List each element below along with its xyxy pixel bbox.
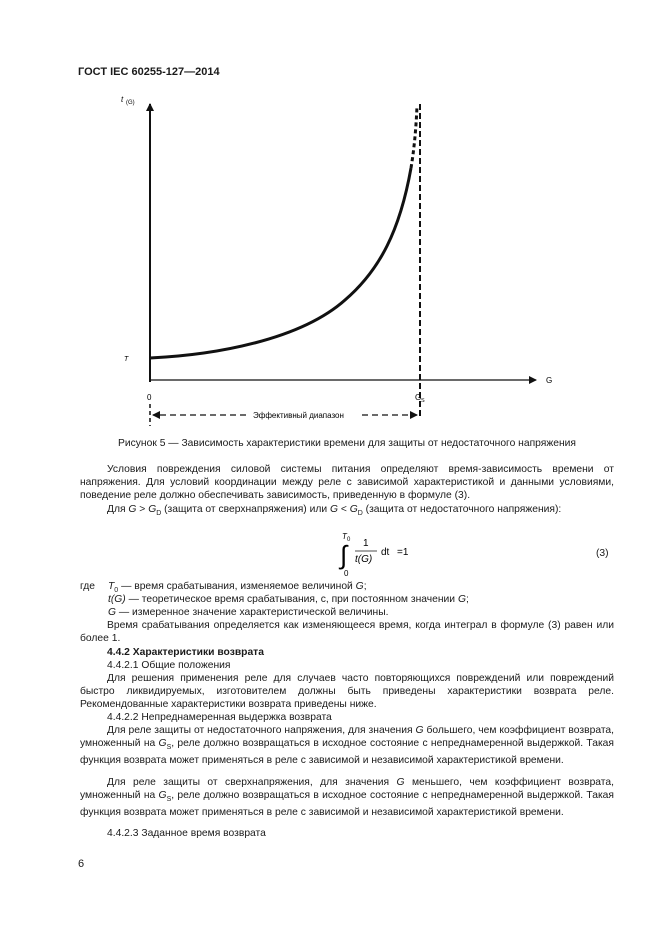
text-span: Для (107, 504, 129, 515)
document-header: ГОСТ IEC 60255-127—2014 (78, 66, 220, 78)
text-span: большего, чем коэффициент возврата, умноженный на (80, 725, 615, 750)
text-span: , реле должно возвращаться в исходное состояние с непреднамеренной выдержкой. Такая функция возврата может применяться в реле с зависимой и независимой характеристикой времени. (80, 790, 614, 819)
formula-3 (330, 530, 450, 578)
description: — измеренное значение характеристической величины. (116, 607, 389, 618)
symbol-gd: G (148, 504, 157, 515)
equation-number: (3) (596, 548, 609, 559)
figure-5-plot (0, 0, 661, 435)
subscript-s: S (166, 744, 172, 752)
paragraph-overvoltage-reset (80, 776, 614, 819)
symbol-g: G (415, 725, 424, 736)
differential: dt (381, 547, 390, 558)
subscript-d: D (357, 510, 363, 518)
integral-upper-limit-sub: 0 (347, 537, 351, 543)
text-span: , реле должно возвращаться в исходное состояние с непреднамеренной выдержкой. Такая функция возврата может применяться в реле с зависимой и независимой характеристикой времени. (80, 738, 614, 767)
origin-label: 0 (147, 393, 152, 402)
gs-label: G (415, 393, 422, 402)
description: — время срабатывания, изменяемое величиной (118, 581, 356, 592)
y-axis-label: t (121, 95, 124, 104)
symbol-g: G (396, 777, 405, 788)
paragraph-conditions: Условия повреждения силовой системы питания определяют время-зависимость времени от напряжения. Для условий координации между реле с зависимой характеристикой и данными условиями, поведение реле должно обеспечивать зависимость, приведенную в формуле (3). (80, 464, 614, 502)
integral-upper-limit: T (342, 532, 347, 541)
symbol: T (108, 581, 115, 592)
symbol-gs: G (158, 790, 167, 802)
text-span: Для реле защиты от недостаточного напряжения, для значения (107, 725, 416, 736)
text-span: (защита от сверхнапряжения) или (161, 504, 330, 515)
formula-rhs: =1 (397, 547, 409, 558)
subscript-d: D (156, 510, 162, 518)
x-axis-label: G (546, 376, 553, 385)
section-heading-4-4-2: 4.4.2 Характеристики возврата (107, 647, 264, 658)
punct: ; (363, 581, 367, 592)
paragraph-operate-time: Время срабатывания определяется как изменяющееся время, когда интеграл в формуле (3) равен или более 1. (80, 620, 614, 645)
where-item-g (108, 606, 389, 619)
y-axis-label-subscript: (G) (126, 100, 135, 106)
symbol-g: G (128, 504, 137, 515)
subscript-s: S (166, 796, 172, 804)
text-span: Для реле защиты от сверхнапряжения, для значения (107, 777, 397, 788)
paragraph-reset-general: Для решения применения реле для случаев часто повторяющихся повреждений или повреждений быстро ликвидируемых, изготовителем должны быть приведены характеристики возврата реле. Рекомендованные характеристики возврата приведены ниже. (80, 673, 614, 711)
fraction-denominator: t(G) (355, 554, 373, 565)
integral-lower-limit: 0 (344, 569, 349, 578)
y-tick-label-t: T (124, 356, 129, 363)
where-item-tg (108, 593, 469, 606)
characteristic-curve (150, 168, 411, 358)
paragraph-undervoltage-reset (80, 724, 614, 767)
paragraph-cases (80, 503, 614, 520)
text-span: > (136, 504, 149, 515)
section-heading-4-4-2-2: 4.4.2.2 Непреднамеренная выдержка возврата (107, 712, 332, 723)
text-span: меньшего, чем коэффициент возврата, умноженный на (80, 777, 614, 802)
range-label: Эффективный диапазон (253, 411, 344, 420)
fraction-numerator: 1 (363, 538, 369, 549)
symbol: t(G) (108, 594, 126, 605)
section-heading-4-4-2-1: 4.4.2.1 Общие положения (107, 660, 231, 671)
integral-sign: ∫ (340, 540, 348, 570)
gs-label-subscript: S (421, 398, 425, 404)
symbol: G (355, 581, 364, 592)
symbol-g: G (329, 504, 338, 515)
figure-caption: Рисунок 5 — Зависимость характеристики времени для защиты от недостаточного напряжения (118, 438, 576, 449)
section-heading-4-4-2-3: 4.4.2.3 Заданное время возврата (107, 828, 266, 839)
page-number: 6 (78, 858, 85, 870)
symbol: G (457, 594, 466, 605)
symbol-gs: G (158, 738, 167, 750)
symbol: G (108, 607, 117, 618)
description: — теоретическое время срабатывания, с, при постоянном значении (125, 594, 458, 605)
subscript: 0 (114, 587, 119, 595)
where-label: где (80, 581, 96, 592)
characteristic-curve-dashed-tail (411, 106, 417, 168)
text-span: < (337, 504, 350, 515)
text-span: (защита от недостаточного напряжения): (362, 504, 562, 515)
punct: ; (465, 594, 469, 605)
symbol-gd: G (349, 504, 358, 515)
